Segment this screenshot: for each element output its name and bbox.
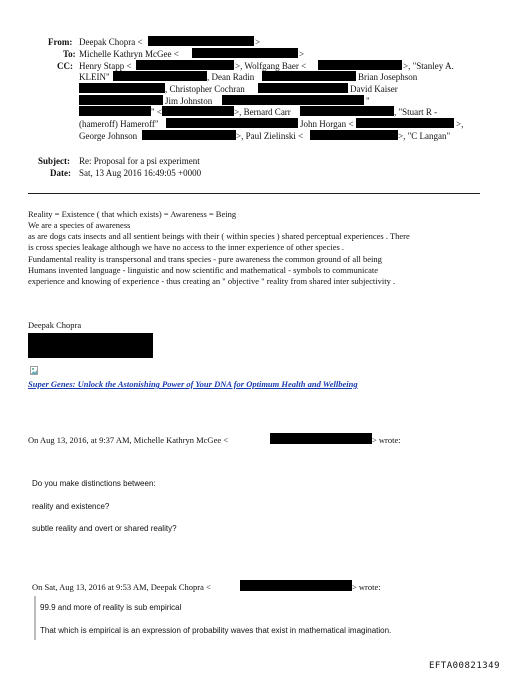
body-line: We are a species of awareness — [28, 220, 131, 230]
cc-stuart: , "Stuart R - — [394, 107, 438, 117]
body-line: as are dogs cats insects and all sentient beings with their ( within species ) shared perceptual experiences . There — [28, 231, 410, 241]
broken-image-icon — [30, 366, 38, 375]
from-name: Deepak Chopra < — [79, 37, 143, 47]
cc-brian: Brian Josephson — [358, 72, 418, 82]
cc-langan: >, "C Langan" — [398, 131, 451, 141]
redaction — [222, 95, 364, 105]
cc-paul: >, Paul Zielinski < — [236, 131, 304, 141]
date-label: Date: — [50, 168, 71, 178]
cc-henry: Henry Stapp < — [79, 61, 132, 71]
cc-john: John Horgan < — [300, 119, 354, 129]
redaction — [162, 106, 234, 116]
cc-lt: " < — [151, 107, 162, 117]
redaction — [166, 118, 298, 128]
redaction — [79, 95, 163, 105]
redaction — [310, 130, 398, 140]
reply2-intro: On Sat, Aug 13, 2016 at 9:53 AM, Deepak Chopra < — [32, 582, 211, 592]
redaction — [148, 36, 254, 46]
body-line: Fundamental reality is transpersonal and trans species - pure awareness the common ground of all being — [28, 254, 382, 264]
body-line: experience and knowing of experience - thus creating an " objective " reality from shared inter subjectivity . — [28, 276, 396, 286]
redaction — [79, 83, 165, 93]
cc-dean: , Dean Radin — [207, 72, 255, 82]
redaction — [300, 106, 394, 116]
redaction — [318, 60, 402, 70]
redaction — [28, 333, 153, 358]
cc-stanley: >, "Stanley A. — [403, 61, 454, 71]
quote-bar — [34, 596, 36, 640]
document-id: EFTA00821349 — [428, 661, 500, 671]
redaction — [136, 60, 234, 70]
cc-klein: KLEIN" — [79, 72, 110, 82]
cc-bernard: >, Bernard Carr — [234, 107, 291, 117]
redaction — [258, 83, 348, 93]
redaction — [240, 580, 352, 591]
redaction — [192, 48, 298, 58]
body-line: is cross species leakage although we have no access to the inner experience of other species . — [28, 242, 345, 252]
cc-label: CC: — [57, 61, 73, 71]
cc-wolfgang: >, Wolfgang Baer < — [235, 61, 307, 71]
subject-value: Re: Proposal for a psi experiment — [79, 156, 200, 166]
date-value: Sat, 13 Aug 2016 16:49:05 +0000 — [79, 168, 202, 178]
redaction — [356, 118, 454, 128]
redaction — [142, 130, 236, 140]
reply1-intro: On Aug 13, 2016, at 9:37 AM, Michelle Kathryn McGee < — [28, 435, 229, 445]
redaction — [79, 106, 151, 116]
subject-label: Subject: — [38, 156, 70, 166]
to-label: To: — [63, 49, 76, 59]
cc-christopher: , Christopher Cochran — [165, 84, 245, 94]
cc-hameroff: (hameroff) Hameroff" — [79, 119, 159, 129]
reply1-wrote: > wrote: — [372, 435, 401, 445]
redaction — [270, 433, 372, 444]
signature-name: Deepak Chopra — [28, 320, 82, 330]
to-name: Michelle Kathryn McGee < — [79, 49, 179, 59]
cc-david: David Kaiser — [350, 84, 398, 94]
cc-george: George Johnson — [79, 131, 138, 141]
redaction — [262, 71, 356, 81]
body-line: Reality = Existence ( that which exists) = Awareness = Being — [28, 209, 237, 219]
body-line: Humans invented language - linguistic and now scientific and mathematical - symbols to communicate — [28, 265, 379, 275]
reply1-line: Do you make distinctions between: — [32, 479, 156, 488]
redaction — [113, 71, 207, 81]
cc-jim: Jim Johnston — [165, 96, 213, 106]
reply2-line: 99.9 and more of reality is sub empirical — [40, 603, 182, 612]
reply1-line: reality and existence? — [32, 502, 110, 511]
header-divider — [28, 193, 480, 194]
from-label: From: — [48, 37, 73, 47]
reply2-wrote: > wrote: — [352, 582, 381, 592]
reply1-line: subtle reality and overt or shared reality? — [32, 524, 177, 533]
cc-gt: >, — [456, 119, 464, 129]
book-link[interactable]: Super Genes: Unlock the Astonishing Power of Your DNA for Optimum Health and Wellbeing — [28, 379, 358, 389]
reply2-line: That which is empirical is an expression of probability waves that exist in mathematical imagination. — [40, 626, 392, 635]
